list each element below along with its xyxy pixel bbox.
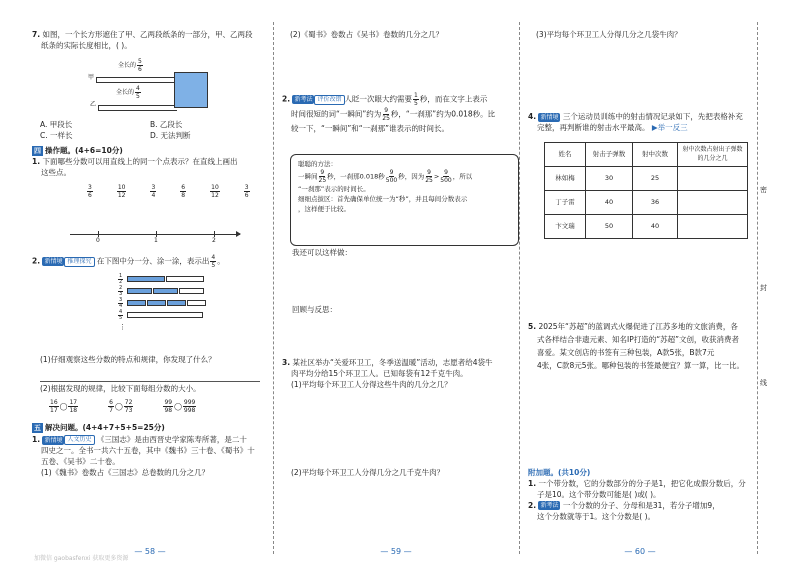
option-d[interactable]: D. 无法判断 [150, 130, 191, 140]
question-text: 下面哪些分数可以用直线上的同一个点表示？在直线上画出 [42, 157, 238, 166]
seal-label: 密 [760, 186, 767, 194]
compare-pair[interactable]: $\frac{99}{98}$ ◯ $\frac{999}{998}$ [164, 399, 196, 414]
compare-pair[interactable]: $\frac{16}{17}$ ◯ $\frac{17}{18}$ [50, 399, 78, 414]
answer-cell[interactable] [678, 167, 748, 191]
question-1-solve: 1. 新情境 人文历史 《三国志》是由西晋史学家陈寿所著，是二十 四史之一。全书一共六十五卷，其中《魏书》三十卷、《蜀书》十 五卷、《吴书》二十卷。 (1)《魏书》卷数占《三国志》总卷数的几分之几？ [32, 435, 264, 479]
option-c[interactable]: C. 一样长 [40, 130, 73, 140]
table-cell: 丁子雷 [545, 191, 586, 215]
tag-badge: 新考法 [294, 96, 313, 103]
extension-link[interactable]: ▶举一反三 [651, 122, 688, 132]
strip-diagram [88, 58, 208, 118]
ellipsis: ⋮ [119, 323, 126, 331]
question-text: 这些点。 [41, 167, 71, 177]
strip-jia [96, 77, 177, 83]
question-text: (1)平均每个环卫工人分得这些牛肉的几分之几？ [291, 379, 452, 389]
q2-sub1 [40, 355, 264, 382]
box-text: 细细点拔区：首先确保单位统一为“秒”，并且每间分数表示 [298, 195, 468, 204]
question-2-operate: 2. 新情境 推理探究 在下图中分一分、涂一涂，表示出 $\frac{4}{5}$ 。 [32, 254, 225, 269]
tag-badge: 人文历史 [64, 435, 94, 445]
table-row [545, 167, 748, 191]
table-row [545, 215, 748, 239]
question-text: 完整，再判断谁的射击水平最高。 [537, 122, 650, 132]
section-number: 四 [34, 147, 41, 155]
seal-label: 线 [760, 379, 767, 387]
question-text: 纸条的实际长度相比，( )。 [41, 40, 132, 50]
question-text: 2025年“苏超”的蓝调式火爆促进了江苏多地的文旅消费，各 [538, 322, 738, 331]
table-header: 姓名 [545, 143, 586, 167]
question-text: 子是10。这个带分数可能是( )或( )。 [537, 489, 661, 499]
section-title: 解决问题。(4+4+7+5+5=25分) [45, 423, 165, 432]
section-title: 操作题。(4+6=10分) [45, 146, 123, 155]
tick-label: 2 [212, 237, 216, 244]
shooting-table [544, 142, 748, 239]
compare-pairs [48, 399, 197, 414]
table-cell: 36 [633, 191, 678, 215]
table-cell: 30 [586, 167, 633, 191]
question-text: 某社区举办“关爱环卫工，冬季送温暖”活动，志愿者给4袋牛 [292, 358, 493, 367]
bonus-title: 附加题。(共10分) [528, 468, 591, 477]
question-text: 较一下，“一瞬间”和“一刹那”谁表示的时间长。 [291, 124, 450, 133]
tag-badge: 推理探究 [64, 257, 94, 267]
fraction: $\frac{3}{6}$ [88, 184, 92, 199]
table-header: 射中次数占射出子弹数的几分之几 [678, 143, 748, 167]
section-number: 五 [34, 424, 41, 432]
bonus-section: 附加题。(共10分) 1. 一个带分数，它的分数部分的分子是1，把它化成假分数后，分 子是10。这个带分数可能是( )或( )。 2. 新考法 一个分数的分子、分母和是31，若分子增加9， 这个分数就等于1。这个分数是( )。 [528, 468, 753, 522]
fraction: $\frac{3}{6}$ [244, 184, 249, 199]
arrow-icon [236, 231, 241, 237]
question-text: (1)《魏书》卷数占《三国志》总卷数的几分之几？ [41, 467, 210, 477]
section-4-header [32, 146, 123, 157]
question-text: 喜爱。某文创店的书签有三种包装，A款5张，B款7元 [537, 348, 715, 358]
question-text: 五卷、《吴书》二十卷。 [41, 456, 120, 466]
fraction: $\frac{10}{12}$ [211, 184, 219, 199]
fraction: $\frac{3}{4}$ [151, 184, 156, 199]
q3-sub2: (2)平均每个环卫工人分得几分之几千克牛肉？ [291, 468, 445, 477]
question-text: 在下图中分一分、涂一涂，表示出 [96, 256, 210, 266]
table-cell: 卞文瑞 [545, 215, 586, 239]
jia-length-label: 全长的 $\frac{5}{6}$ [118, 58, 142, 73]
page-number: — 59 — [380, 547, 412, 556]
question-text: 四史之一。全书一共六十五卷，其中《魏书》三十卷、《蜀书》十 [41, 445, 255, 455]
covering-rectangle [174, 72, 208, 108]
yi-length-label: 全长的 $\frac{4}{5}$ [116, 85, 140, 100]
binding-line [757, 22, 758, 554]
q3-sub3: (3)平均每个环卫工人分得几分之几袋牛肉？ [536, 30, 682, 39]
box-title: 聪聪的方法： [298, 160, 337, 168]
table-cell: 25 [633, 167, 678, 191]
q2-sub2: (2)根据发现的规律，比较下面每组分数的大小。 [40, 384, 201, 393]
question-2-compare: 2. 新考法 评价改错 人眨一次眼大约需要 $\frac{1}{5}$ 秒，而在文字上表示 时间很短的词“一瞬间”约为 $\frac{9}{25}$ 秒，“一刹那”约为0.018秒。比 较一下，“一瞬间”和“一刹那”谁表示的时间长。 [282, 92, 514, 135]
question-text: 《三国志》是由西晋史学家陈寿所著，是二十 [96, 435, 247, 444]
column-divider [273, 22, 274, 554]
tag-badge: 新情境 [44, 258, 63, 265]
table-cell: 40 [633, 215, 678, 239]
prompt-text: 回顾与反思： [292, 305, 337, 314]
table-cell: 50 [586, 215, 633, 239]
question-number: 7. [32, 30, 41, 39]
jia-label: 甲 [88, 74, 95, 81]
question-4: 4. 新情境 三个运动员训练中的射击情况记录如下，先把表格补充 完整，再判断谁的射击水平最高。 ▶举一反三 [528, 112, 743, 132]
method-box: 聪聪的方法： 一瞬间 $\frac{9}{25}$ 秒，一刹那0.018秒 $\frac{9}{500}$ 秒，因为 $\frac{9}{25}$ > $\frac{9}{500}$ ，所以 “一刹那”表示的时间长。 细细点拔区：首先确保单位统一为“秒”，并且每间分数表示 ，这样便于比较。 [290, 154, 519, 246]
question-text: 一个分数的分子、分母和是31，若分子增加9， [562, 500, 720, 510]
fraction: $\frac{10}{12}$ [117, 184, 126, 199]
tag-badge: 新情境 [44, 436, 63, 444]
yi-label: 乙 [90, 101, 97, 108]
question-5: 5. 2025年“苏超”的蓝调式火爆促进了江苏多地的文旅消费，各 式各样结合非遗元素、知名IP打造的“苏超”文创，收获消费者 喜爱。某文创店的书签有三种包装，A款5张，B款7元 4张，C款8元5张。哪种包装的书签最便宜？算一算，比一比。 [528, 320, 753, 373]
answer-cell[interactable] [678, 191, 748, 215]
question-1-operate: 1. 下面哪些分数可以用直线上的同一个点表示？在直线上画出 这些点。 [32, 157, 264, 179]
question-7 [32, 30, 264, 52]
question-text: 肉平均分给15个环卫工人。已知每袋有12千克牛肉。 [291, 368, 468, 378]
compare-pair[interactable]: $\frac{6}{7}$ ◯ $\frac{72}{73}$ [109, 399, 133, 414]
option-b[interactable]: B. 乙段长 [150, 120, 183, 129]
strip-yi [98, 105, 177, 111]
tick-label: 0 [96, 237, 100, 244]
q1-sub2: (2)《蜀书》卷数占《吴书》卷数的几分之几？ [290, 30, 444, 39]
fraction: $\frac{6}{8}$ [181, 184, 186, 199]
tag-badge: 评价改错 [314, 95, 344, 105]
answer-cell[interactable] [678, 215, 748, 239]
seal-label: 封 [760, 284, 767, 292]
table-row [545, 191, 748, 215]
tag-badge: 新考法 [540, 502, 559, 510]
option-a[interactable]: A. 甲段长 [40, 120, 73, 129]
box-text: “一刹那”表示的时间长。 [298, 185, 370, 194]
question-text: 式各样结合非遗元素、知名IP打造的“苏超”文创，收获消费者 [537, 335, 740, 345]
question-text: 三个运动员训练中的射击情况记录如下，先把表格补充 [562, 112, 743, 121]
question-text: 一个带分数，它的分数部分的分子是1，把它化成假分数后，分 [538, 478, 746, 488]
fraction-list [86, 184, 251, 199]
row-label: $\frac{3}{4}$ [119, 297, 123, 309]
section-5-header [32, 423, 165, 434]
row-label: $\frac{1}{2}$ [119, 273, 123, 285]
row-label: $\frac{2}{3}$ [119, 285, 123, 297]
question-text: 4张，C款8元5张。哪种包装的书签最便宜？算一算，比一比。 [537, 361, 745, 371]
column-divider [519, 22, 520, 554]
question-text: (1)仔细观察这些分数的特点和规律，你发现了什么？ [40, 355, 216, 364]
watermark: 加微信 gaobasfenxi 获取更多资源 [34, 555, 129, 562]
table-cell: 林如梅 [545, 167, 586, 191]
box-text: ，这样便于比较。 [298, 205, 350, 214]
tag-badge: 新情境 [540, 113, 559, 121]
answer-line[interactable] [40, 370, 260, 382]
row-label: $\frac{4}{5}$ [119, 309, 123, 321]
number-line[interactable] [70, 230, 245, 244]
table-cell: 40 [586, 191, 633, 215]
table-header: 射击子弹数 [586, 143, 633, 167]
tick-label: 1 [154, 237, 158, 244]
table-header-row [545, 143, 748, 167]
page-number: — 58 — [134, 547, 166, 556]
page-number: — 60 — [624, 547, 656, 556]
table-header: 射中次数 [633, 143, 678, 167]
question-3: 3. 某社区举办“关爱环卫工，冬季送温暖”活动，志愿者给4袋牛 肉平均分给15个环卫工人。已知每袋有12千克牛肉。 (1)平均每个环卫工人分得这些牛肉的几分之几？ [282, 358, 514, 391]
q7-options [40, 120, 260, 142]
question-text: 这个分数就等于1。这个分数是( )。 [537, 511, 656, 521]
question-text: 如图，一个长方形遮住了甲、乙两段纸条的一部分，甲、乙两段 [42, 30, 253, 39]
prompt-text: 我还可以这样做： [292, 248, 352, 257]
